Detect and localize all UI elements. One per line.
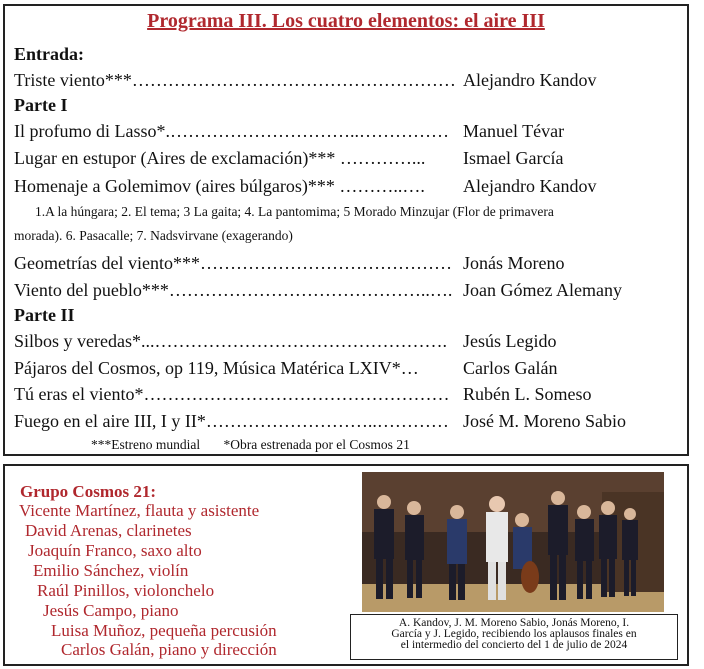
footnote-obra: *Obra estrenada por el Cosmos 21 <box>223 437 410 452</box>
work-title: Il profumo di Lasso*.…………………………..…………… <box>14 121 449 141</box>
footnote-estreno: ***Estreno mundial <box>91 437 201 452</box>
member-line: Vicente Martínez, flauta y asistente <box>19 501 260 520</box>
program-title: Programa III. Los cuatro elementos: el aire III <box>147 10 545 32</box>
work-composer: Carlos Galán <box>463 358 558 378</box>
work-title: Fuego en el aire III, I y II*………………………..………… <box>14 411 449 431</box>
work-composer: Jonás Moreno <box>463 253 565 273</box>
section-parte-2: Parte II <box>14 305 75 325</box>
work-title: Homenaje a Golemimov (aires búlgaros)*** ………..…. <box>14 176 425 196</box>
work-composer: José M. Moreno Sabio <box>463 411 626 431</box>
concert-photo <box>362 472 664 612</box>
member-line: Jesús Campo, piano <box>43 601 179 620</box>
member-line: David Arenas, clarinetes <box>25 521 192 540</box>
photo-caption <box>350 614 678 660</box>
work-composer: Ismael García <box>463 148 564 168</box>
work-composer: Joan Gómez Alemany <box>463 280 622 300</box>
work-title: Tú eras el viento*…………………………………………… <box>14 384 450 404</box>
work-composer: Alejandro Kandov <box>463 70 597 90</box>
caption-line: el intermedio del concierto del 1 de julio de 2024 <box>400 639 628 651</box>
ensemble-box <box>3 464 689 666</box>
work-title: Silbos y veredas*...…………………………………………. <box>14 331 447 351</box>
work-composer: Manuel Tévar <box>463 121 565 141</box>
member-line: Carlos Galán, piano y dirección <box>61 640 277 659</box>
work-composer: Jesús Legido <box>463 331 557 351</box>
work-composer: Alejandro Kandov <box>463 176 597 196</box>
member-line: Joaquín Franco, saxo alto <box>28 541 202 560</box>
section-entrada: Entrada: <box>14 44 85 64</box>
program-box <box>3 4 689 456</box>
member-line: Luisa Muñoz, pequeña percusión <box>51 621 277 640</box>
member-line: Emilio Sánchez, violín <box>33 561 189 580</box>
work-title: Geometrías del viento***…………………………………… <box>14 253 452 273</box>
work-title: Viento del pueblo***……………………………………..…. <box>14 280 453 300</box>
movements-line: 1.A la húngara; 2. El tema; 3 La gaita; 4. La pantomima; 5 Morado Minzujar (Flor de primavera <box>35 204 554 219</box>
footnotes <box>91 437 430 453</box>
work-title: Pájaros del Cosmos, op 119, Música Matérica LXIV*… <box>14 358 419 378</box>
work-title: Triste viento***……………………………………………… <box>14 70 456 90</box>
group-title: Grupo Cosmos 21: <box>20 482 157 501</box>
caption-line: García y J. Legido, recibiendo los aplausos finales en <box>391 628 637 640</box>
work-composer: Rubén L. Someso <box>463 384 592 404</box>
work-title: Lugar en estupor (Aires de exclamación)*** …………... <box>14 148 426 168</box>
section-parte-1: Parte I <box>14 95 68 115</box>
member-line: Raúl Pinillos, violonchelo <box>37 581 215 600</box>
movements-line: morada). 6. Pasacalle; 7. Nadsvirvane (exagerando) <box>14 228 293 243</box>
caption-line: A. Kandov, J. M. Moreno Sabio, Jonás Moreno, I. <box>398 617 630 629</box>
